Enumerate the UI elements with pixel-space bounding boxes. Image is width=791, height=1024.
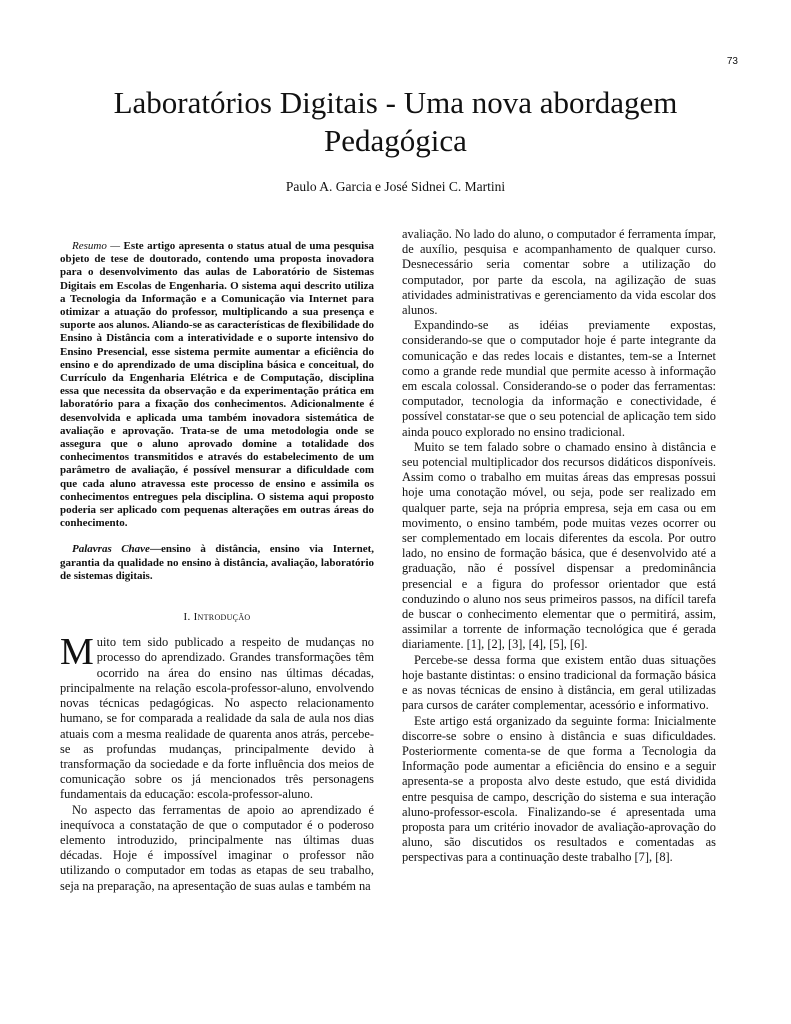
drop-cap: M: [60, 631, 94, 674]
right-column: [402, 227, 716, 866]
section-title-first: I: [193, 611, 198, 624]
intro-paragraph-2: No aspecto das ferramentas de apoio ao aprendizado é inequívoca a constatação de que o computador é o poderoso elemento introduzido, principalmente nas últimas duas décadas. Hoje é impossível imaginar o professor não utilizando o computador em todas as etapas de seu trabalho, seja na preparação, na apresentação de suas aulas e também na: [60, 802, 374, 893]
paper-title: [60, 84, 731, 160]
abstract-text: Este artigo apresenta o status atual de uma pesquisa objeto de tese de doutorado, contendo uma proposta inovadora para o desenvolvimento das aulas de Laboratório de Sistemas Digitais em Escolas de Engenharia. O sistema aqui descrito utiliza a Tecnologia da Informação e a Comunicação via Internet para otimizar a atuação do professor, multiplicando a sua presença e suporte aos alunos. Aliando-se as características de flexibilidade do Ensino à Distância com a interatividade e o suporte intensivo do Ensino Presencial, esse sistema permite aumentar a eficiência do ensino e do aprendizado de uma disciplina básica e conceitual, do Currículo da Engenharia Elétrica e de Computação, disciplina essa que necessita da observação e da experimentação prática em laboratório para a fixação dos conhecimentos. Adicionalmente é desenvolvida e aplicada uma também inovadora sistemática de avaliação e aprovação. Trata-se de uma metodologia onde se assegura que o aluno aprovado domine a totalidade dos conhecimentos transmitidos e através do estabelecimento de um parâmetro de avaliação, é possível mensurar a dificuldade com que cada aluno atravessa este processo de ensino e assimila os conhecimentos entregues pela disciplina. O sistema aqui proposto poderia ser aplicado com pequenas alterações em outras áreas do conhecimento.: [60, 240, 374, 530]
intro-paragraph-1: [60, 631, 374, 802]
right-paragraph-3: Muito se tem falado sobre o chamado ensino à distância e seu potencial multiplicador dos recursos didáticos disponíveis. Assim como o trabalho em muitas áreas das empresas possui hoje uma conotação móvel, ou seja, pode ser realizado em qualquer parte, seja na própria empresa, seja em casa ou em movimento, o ensino também, pode muitas vezes ocorrer ou ser complementado em locais diferentes da escola. Por outro lado, no ensino de formação básica, que é desenvolvido até a graduação, não é possível dispensar a predominância presencial e a figura do professor orientador que está conduzindo o aluno nos seus primeiros passos, na difícil tarefa de buscar o conhecimento elementar que o permitirá, assim, assimilar a torrente de informação tecnológica que é gerada diariamente. [1], [2], [3], [4], [5], [6].: [402, 439, 716, 652]
section-title-rest: ntrodução: [197, 611, 251, 624]
intro-paragraph-1-text: uito tem sido publicado a respeito de mudanças no processo do aprendizado. Grandes transformações têm ocorrido na área do ensino nas últimas décadas, principalmente na relação escola-professor-aluno, envolvendo novas técnicas pedagógicas. No aspecto relacionamento humano, se for comparada a realidade da sala de aula nos dias atuais com a mesma realidade de quarenta anos atrás, percebe-se as profundas mudanças, principalmente devido à transformação da sociedade e da forte influência dos meios de comunicação sobre os já mencionados três personagens fundamentais da educação: escola-professor-aluno.: [60, 635, 374, 802]
right-paragraph-4: Percebe-se dessa forma que existem então duas situações hoje bastante distintas: o ensino tradicional da formação básica e as novas técnicas de ensino à distância, em geral utilizadas para cursos de caráter complementar, acessório e informativo.: [402, 652, 716, 713]
paper-title-line2: Pedagógica: [324, 123, 467, 158]
right-paragraph-2: Expandindo-se as idéias previamente expostas, considerando-se que o computador hoje é parte integrante da comunicação e das redes locais e distantes, tem-se a Internet como a grande rede mundial que permite acesso à informação em escala colossal. Considerando-se o poder das ferramentas: computador, tecnologia da informação e conectividade, é possível constatar-se que o seu potencial de aplicação tem sido ainda pouco explorado no ensino tradicional.: [402, 318, 716, 439]
left-column: [60, 240, 374, 894]
section-number: I.: [183, 611, 191, 624]
paper-title-line1: Laboratórios Digitais - Uma nova abordagem: [113, 85, 678, 120]
keywords-lead: Palavras Chave: [72, 543, 150, 556]
abstract: [60, 240, 374, 530]
right-paragraph-5: Este artigo está organizado da seguinte forma: Inicialmente discorre-se sobre o ensino à distância e suas dificuldades. Posteriormente comenta-se de que forma a Tecnologia da Informação pode aumentar a eficiência do ensino e a seguir apresenta-se a proposta alvo deste estudo, que está dividida entre pesquisa de campo, descrição do sistema e sua interação aluno-professor-escola. Finalizando-se é apresentada uma proposta para um critério inovador de avaliação-aprovação do aluno, são discutidos os resultados e comentadas as perspectivas para a continuação deste trabalho [7], [8].: [402, 713, 716, 865]
keywords-text: —ensino à distância, ensino via Internet, garantia da qualidade no ensino à distância, avaliação, laboratório de sistemas digitais.: [60, 543, 374, 582]
authors: Paulo A. Garcia e José Sidnei C. Martini: [285, 179, 506, 194]
section-heading-introduction: [60, 610, 374, 625]
right-paragraph-1: avaliação. No lado do aluno, o computador é ferramenta ímpar, de auxílio, pesquisa e acompanhamento de qualquer curso. Desnecessário seria comentar sobre a utilização do computador, por parte da escola, na agilização de suas atividades administrativas e gerenciamento da vida escolar dos alunos.: [402, 227, 716, 318]
keywords: [60, 543, 374, 583]
page-number: 73: [726, 56, 738, 67]
abstract-lead: Resumo —: [72, 240, 121, 252]
